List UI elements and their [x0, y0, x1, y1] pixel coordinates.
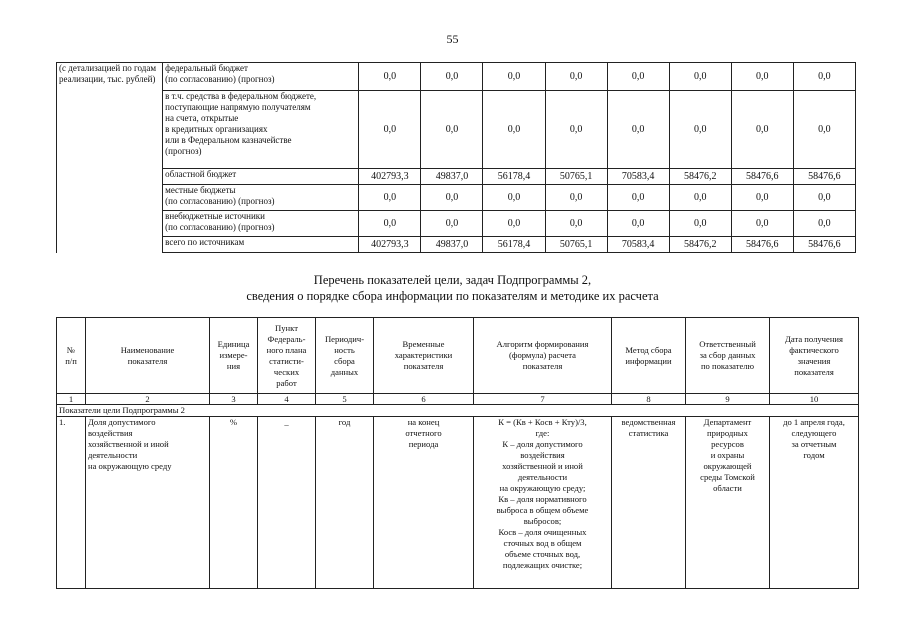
finance-value-cell: 0,0: [607, 185, 669, 211]
finance-value-cell: 0,0: [359, 185, 421, 211]
column-header: Пункт Федераль- ного плана статисти- ческих работ: [258, 318, 316, 394]
finance-value-cell: 0,0: [421, 63, 483, 91]
unit-of-measure: %: [210, 417, 258, 589]
finance-value-cell: 0,0: [669, 91, 731, 169]
finance-value-cell: 0,0: [483, 91, 545, 169]
column-number: 10: [770, 394, 859, 405]
column-header: Временные характеристики показателя: [374, 318, 474, 394]
finance-row: [57, 211, 856, 237]
finance-value-cell: 0,0: [731, 211, 793, 237]
finance-value-cell: 0,0: [793, 185, 855, 211]
finance-value-cell: 0,0: [607, 211, 669, 237]
finance-value-cell: 49837,0: [421, 237, 483, 253]
column-numbers-row: [57, 394, 859, 405]
finance-value-cell: 58476,6: [793, 169, 855, 185]
finance-value-cell: 58476,6: [731, 169, 793, 185]
column-header: Ответственный за сбор данных по показателю: [686, 318, 770, 394]
column-number: 4: [258, 394, 316, 405]
column-header: Периодич- ность сбора данных: [316, 318, 374, 394]
indicators-header-row: [57, 318, 859, 394]
calculation-algorithm: К = (Кв + Косв + Кту)/3, где: К – доля допустимого воздействия хозяйственной и иной деятельности на окружающую среду; Кв – доля нормативного выброса в общем объеме выбросов; Косв – доля очищенных сточных вод в общем объеме сточных вод, подлежащих очистке;: [474, 417, 612, 589]
finance-table: [56, 62, 856, 253]
finance-value-cell: 0,0: [359, 91, 421, 169]
data-receipt-date: до 1 апреля года, следующего за отчетным годом: [770, 417, 859, 589]
federal-plan-item: _: [258, 417, 316, 589]
finance-value-cell: 0,0: [731, 63, 793, 91]
finance-value-cell: 0,0: [483, 185, 545, 211]
column-header: Алгоритм формирования (формула) расчета показателя: [474, 318, 612, 394]
finance-row: [57, 169, 856, 185]
finance-value-cell: 0,0: [483, 63, 545, 91]
collection-method: ведомственная статистика: [612, 417, 686, 589]
finance-value-cell: 50765,1: [545, 237, 607, 253]
responsible-party: Департамент природных ресурсов и охраны окружающей среды Томской области: [686, 417, 770, 589]
indicators-table: [56, 317, 859, 589]
finance-value-cell: 70583,4: [607, 237, 669, 253]
finance-value-cell: 0,0: [669, 63, 731, 91]
finance-row: [57, 91, 856, 169]
column-header: Единица измере- ния: [210, 318, 258, 394]
finance-value-cell: 50765,1: [545, 169, 607, 185]
finance-source-cell: областной бюджет: [163, 169, 359, 185]
finance-value-cell: 0,0: [545, 91, 607, 169]
finance-value-cell: 49837,0: [421, 169, 483, 185]
finance-value-cell: 0,0: [793, 91, 855, 169]
finance-value-cell: 58476,6: [793, 237, 855, 253]
time-characteristics: на конец отчетного периода: [374, 417, 474, 589]
column-number: 2: [86, 394, 210, 405]
section-title-row: [57, 405, 859, 417]
finance-value-cell: 70583,4: [607, 169, 669, 185]
finance-value-cell: 0,0: [669, 185, 731, 211]
finance-value-cell: 56178,4: [483, 237, 545, 253]
finance-value-cell: 0,0: [421, 91, 483, 169]
finance-row: [57, 237, 856, 253]
finance-value-cell: 0,0: [483, 211, 545, 237]
column-number: 1: [57, 394, 86, 405]
finance-value-cell: 0,0: [731, 185, 793, 211]
column-header: № п/п: [57, 318, 86, 394]
finance-source-cell: федеральный бюджет (по согласованию) (прогноз): [163, 63, 359, 91]
finance-source-cell: всего по источникам: [163, 237, 359, 253]
finance-value-cell: 0,0: [545, 185, 607, 211]
finance-value-cell: 58476,6: [731, 237, 793, 253]
finance-value-cell: 0,0: [669, 211, 731, 237]
finance-value-cell: 0,0: [793, 211, 855, 237]
column-number: 8: [612, 394, 686, 405]
finance-value-cell: 0,0: [793, 63, 855, 91]
column-number: 9: [686, 394, 770, 405]
finance-value-cell: 0,0: [545, 211, 607, 237]
finance-source-cell: местные бюджеты (по согласованию) (прогноз): [163, 185, 359, 211]
finance-value-cell: 402793,3: [359, 237, 421, 253]
column-number: 3: [210, 394, 258, 405]
collection-periodicity: год: [316, 417, 374, 589]
finance-value-cell: 0,0: [421, 185, 483, 211]
section-title: Показатели цели Подпрограммы 2: [57, 405, 859, 417]
finance-source-cell: внебюджетные источники (по согласованию) (прогноз): [163, 211, 359, 237]
page-number: 55: [446, 32, 459, 46]
finance-value-cell: 402793,3: [359, 169, 421, 185]
finance-row: [57, 63, 856, 91]
finance-value-cell: 58476,2: [669, 169, 731, 185]
column-number: 5: [316, 394, 374, 405]
finance-value-cell: 0,0: [607, 91, 669, 169]
finance-value-cell: 0,0: [359, 211, 421, 237]
column-header: Метод сбора информации: [612, 318, 686, 394]
column-header: Дата получения фактического значения показателя: [770, 318, 859, 394]
section-heading-line2: сведения о порядке сбора информации по показателям и методике их расчета: [246, 289, 659, 303]
finance-source-cell: в т.ч. средства в федеральном бюджете, поступающие напрямую получателям на счета, открытые в кредитных организациях или в Федеральном казначействе (прогноз): [163, 91, 359, 169]
section-heading-line1: Перечень показателей цели, задач Подпрограммы 2,: [313, 273, 592, 287]
column-header: Наименование показателя: [86, 318, 210, 394]
finance-value-cell: 0,0: [545, 63, 607, 91]
indicator-name: Доля допустимого воздействия хозяйственной и иной деятельности на окружающую среду: [86, 417, 210, 589]
finance-value-cell: 0,0: [421, 211, 483, 237]
column-number: 7: [474, 394, 612, 405]
finance-row: [57, 185, 856, 211]
finance-value-cell: 0,0: [359, 63, 421, 91]
row-number: 1.: [57, 417, 86, 589]
finance-lead-cell: (с детализацией по годам реализации, тыс. рублей): [57, 63, 163, 253]
indicator-row: [57, 417, 859, 589]
finance-value-cell: 0,0: [731, 91, 793, 169]
finance-value-cell: 0,0: [607, 63, 669, 91]
finance-value-cell: 58476,2: [669, 237, 731, 253]
finance-value-cell: 56178,4: [483, 169, 545, 185]
column-number: 6: [374, 394, 474, 405]
